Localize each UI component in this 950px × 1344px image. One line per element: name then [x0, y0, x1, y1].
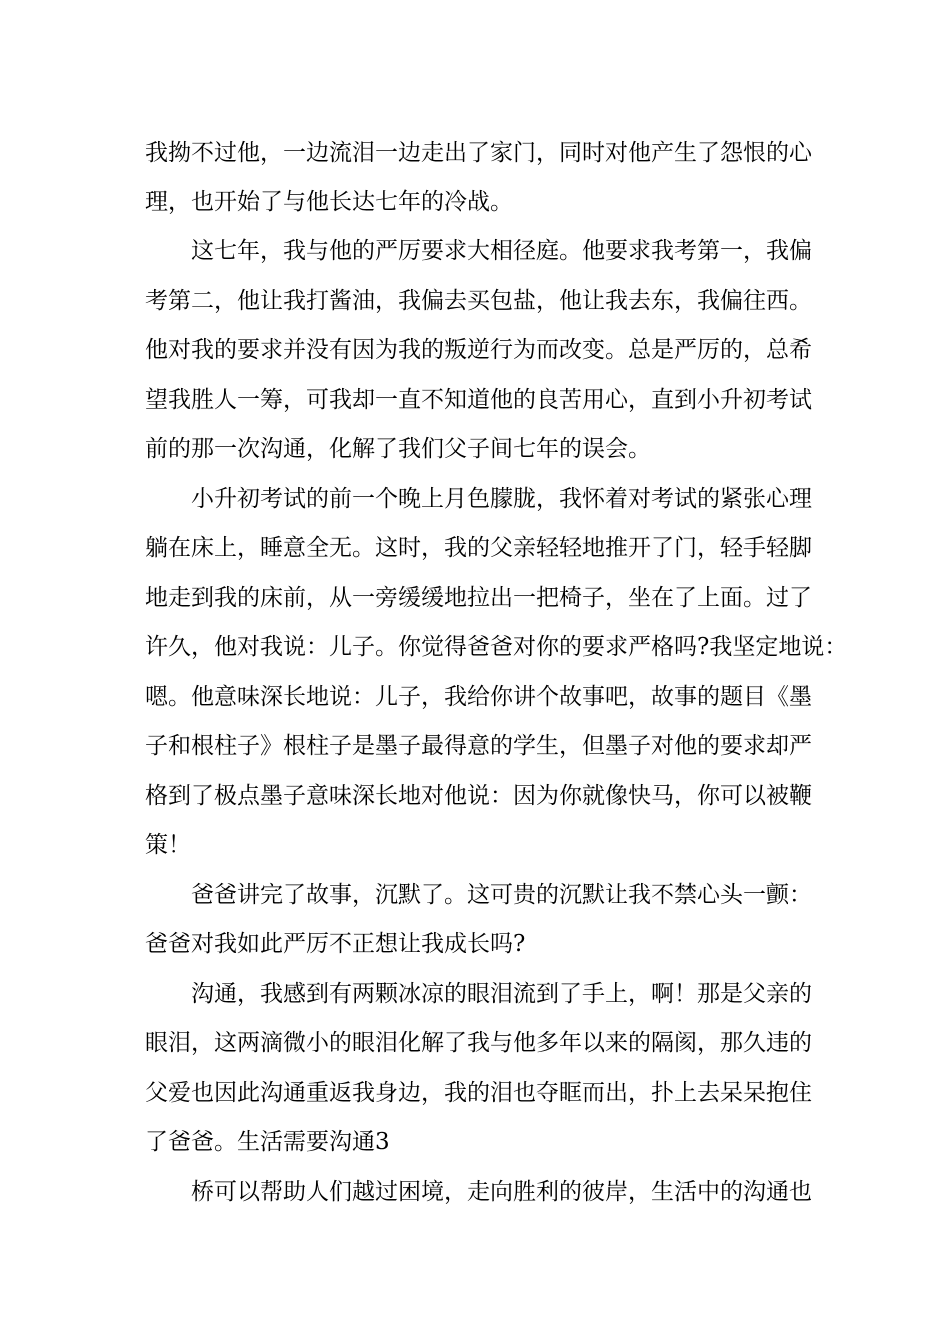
- paragraph-first-line: 桥可以帮助人们越过困境，走向胜利的彼岸，生活中的沟通也: [191, 1179, 812, 1205]
- paragraph-first-line: 爸爸讲完了故事，沉默了。这可贵的沉默让我不禁心头一颤：: [191, 882, 812, 908]
- text-line: 格到了极点墨子意味深长地对他说：因为你就像快马，你可以被鞭: [145, 783, 812, 809]
- text-line: 策！: [145, 832, 191, 858]
- text-line: 眼泪，这两滴微小的眼泪化解了我与他多年以来的隔阂，那久违的: [145, 1030, 812, 1056]
- text-line: 了爸爸。生活需要沟通3: [145, 1129, 390, 1155]
- text-line: 他对我的要求并没有因为我的叛逆行为而改变。总是严厉的，总希: [145, 337, 812, 363]
- text-line: 躺在床上，睡意全无。这时，我的父亲轻轻地推开了门，轻手轻脚: [145, 535, 812, 561]
- text-line: 嗯。他意味深长地说：儿子，我给你讲个故事吧，故事的题目《墨: [145, 684, 812, 710]
- text-line: 子和根柱子》根柱子是墨子最得意的学生，但墨子对他的要求却严: [145, 733, 812, 759]
- text-line: 许久，他对我说：儿子。你觉得爸爸对你的要求严格吗?我坚定地说：: [145, 634, 848, 660]
- text-line: 前的那一次沟通，化解了我们父子间七年的误会。: [145, 436, 651, 462]
- text-line: 望我胜人一筹，可我却一直不知道他的良苦用心，直到小升初考试: [145, 387, 812, 413]
- text-line: 理，也开始了与他长达七年的冷战。: [145, 189, 513, 215]
- text-line: 父爱也因此沟通重返我身边，我的泪也夺眶而出，扑上去呆呆抱住: [145, 1080, 812, 1106]
- text-line: 爸爸对我如此严厉不正想让我成长吗?: [145, 931, 526, 957]
- text-line: 我拗不过他，一边流泪一边走出了家门，同时对他产生了怨恨的心: [145, 140, 812, 166]
- text-line: 考第二，他让我打酱油，我偏去买包盐，他让我去东，我偏往西。: [145, 288, 812, 314]
- paragraph-first-line: 这七年，我与他的严厉要求大相径庭。他要求我考第一，我偏: [191, 238, 812, 264]
- text-line: 地走到我的床前，从一旁缓缓地拉出一把椅子，坐在了上面。过了: [145, 585, 812, 611]
- paragraph-first-line: 沟通，我感到有两颗冰凉的眼泪流到了手上，啊！那是父亲的: [191, 981, 812, 1007]
- paragraph-first-line: 小升初考试的前一个晚上月色朦胧，我怀着对考试的紧张心理: [191, 486, 812, 512]
